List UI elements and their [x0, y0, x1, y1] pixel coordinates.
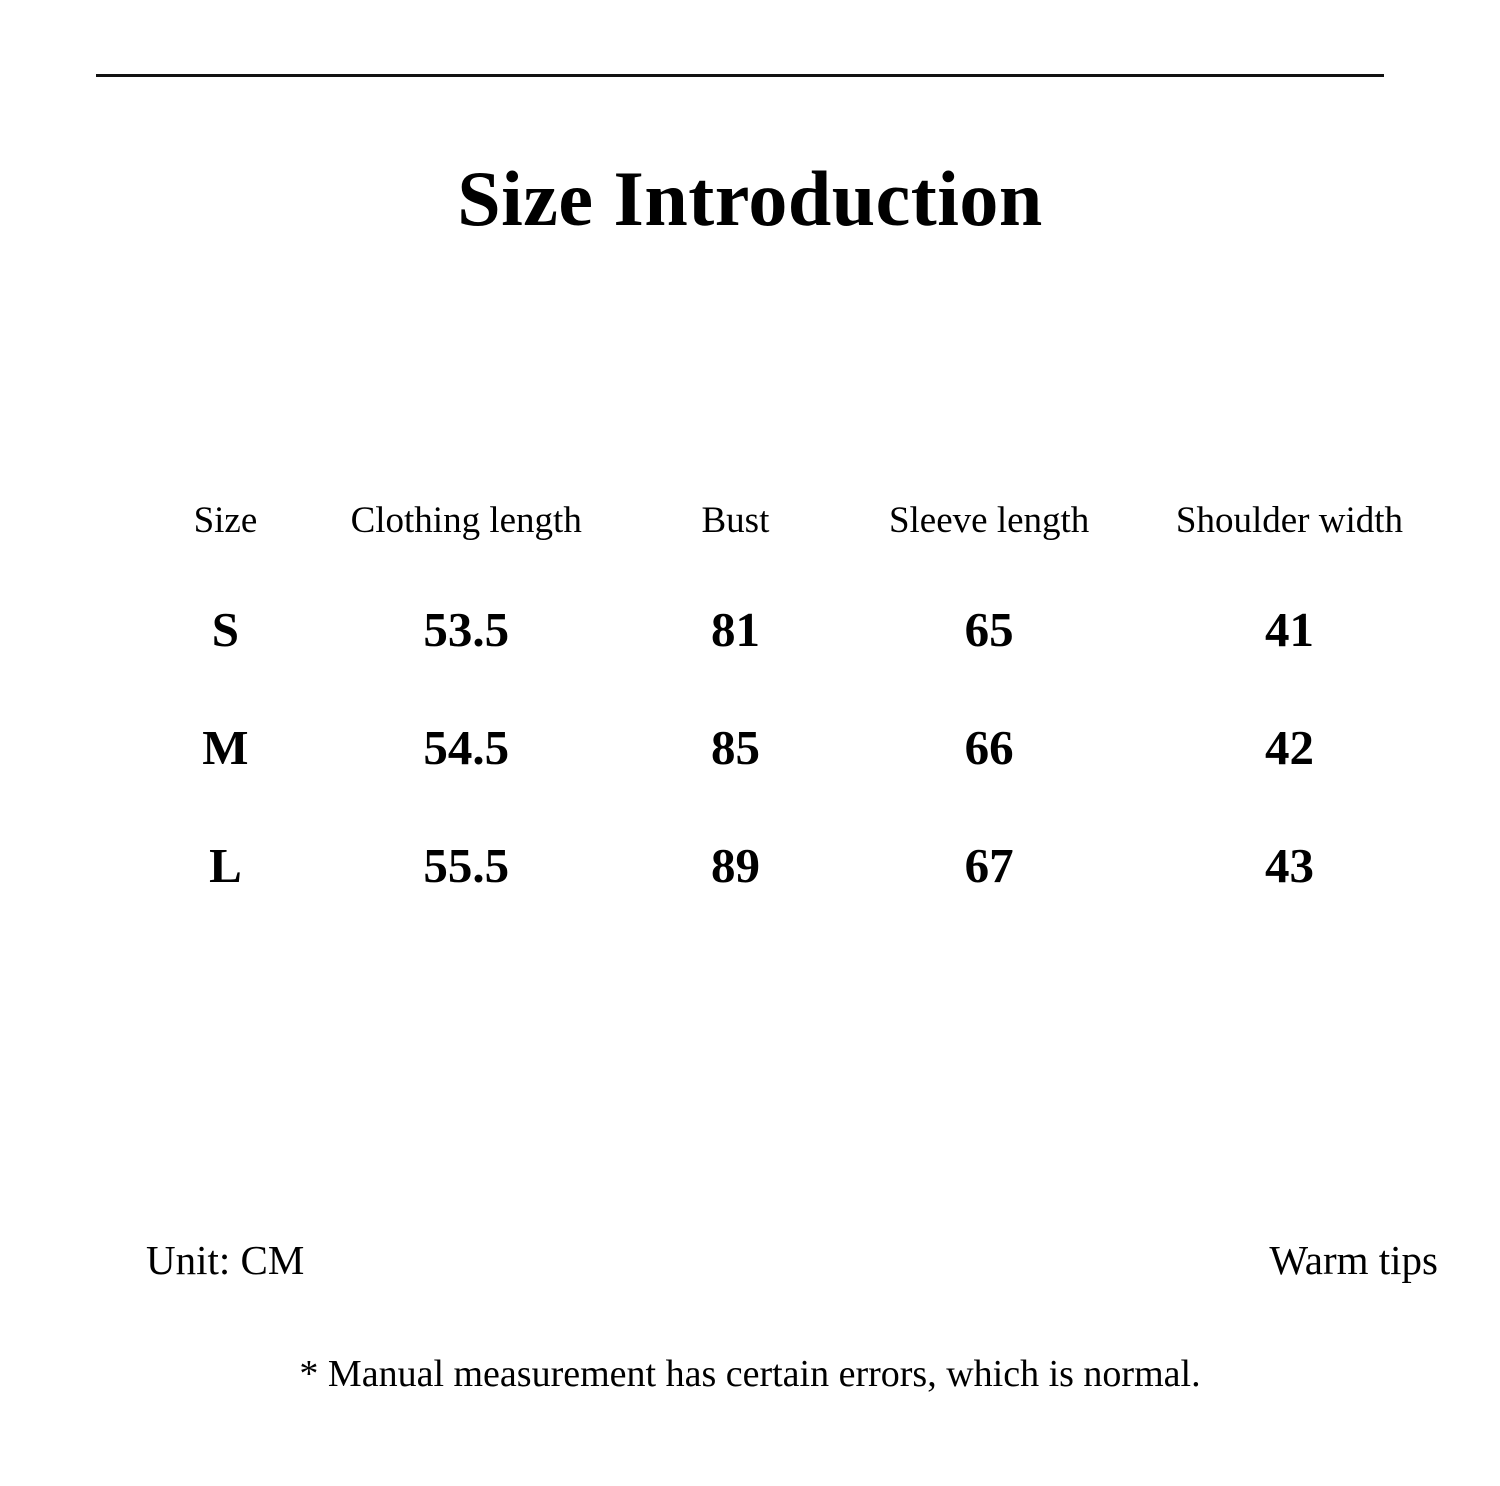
table-header-row [140, 470, 1450, 570]
page-title: Size Introduction [457, 155, 1043, 242]
cell-size: L [209, 837, 242, 893]
cell-bust: 89 [710, 837, 760, 893]
column-header-shoulder-width: Shoulder width [1175, 499, 1404, 541]
size-table-header [140, 470, 1450, 570]
size-table-body [140, 570, 1450, 924]
cell-shoulder-width: 42 [1264, 719, 1314, 775]
cell-clothing-length: 55.5 [423, 837, 510, 893]
cell-clothing-length: 54.5 [423, 719, 510, 775]
table-row [140, 570, 1450, 688]
table-row [140, 688, 1450, 806]
cell-sleeve-length: 67 [964, 837, 1014, 893]
cell-shoulder-width: 41 [1264, 601, 1314, 657]
column-header-bust: Bust [701, 499, 770, 541]
size-table [140, 470, 1450, 924]
table-row [140, 806, 1450, 924]
measurement-note: * Manual measurement has certain errors, which is normal. [299, 1353, 1201, 1395]
cell-shoulder-width: 43 [1264, 837, 1314, 893]
cell-bust: 81 [710, 601, 760, 657]
cell-clothing-length: 53.5 [423, 601, 510, 657]
column-header-clothing-length: Clothing length [350, 499, 582, 541]
cell-size: M [202, 719, 249, 775]
cell-size: S [211, 601, 240, 657]
column-header-sleeve-length: Sleeve length [888, 499, 1090, 541]
cell-sleeve-length: 65 [964, 601, 1014, 657]
cell-bust: 85 [710, 719, 760, 775]
cell-sleeve-length: 66 [964, 719, 1014, 775]
column-header-size: Size [193, 499, 258, 541]
warm-tips-label: Warm tips [1269, 1237, 1438, 1283]
unit-label: Unit: CM [146, 1237, 305, 1283]
header-divider [96, 74, 1384, 77]
